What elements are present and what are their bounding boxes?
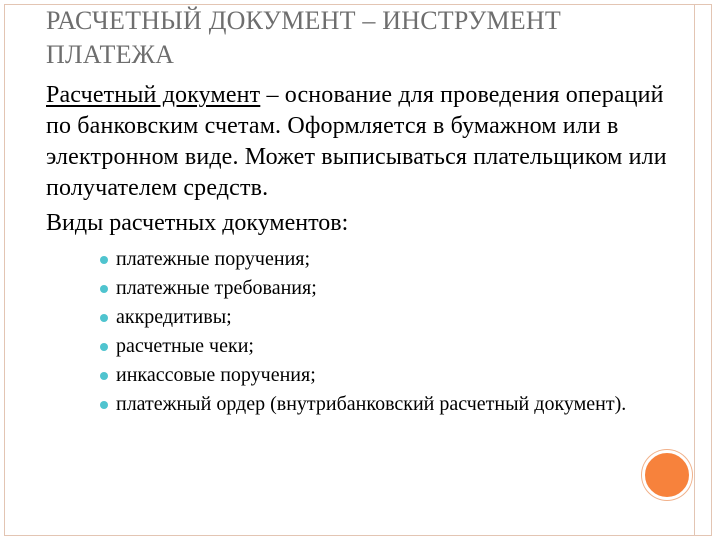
list-item-text: платежные поручения; — [116, 248, 311, 270]
title-line-2: ПЛАТЕЖА — [46, 40, 175, 69]
list-item — [100, 392, 686, 417]
list-item — [100, 305, 686, 330]
list-item — [100, 363, 686, 388]
list-item-text: расчетные чеки; — [116, 335, 254, 357]
list-item-text: инкассовые поручения; — [116, 364, 316, 386]
list-item — [100, 247, 686, 272]
frame-divider — [694, 4, 695, 536]
definition-term: Расчетный документ — [46, 82, 261, 108]
bullet-icon — [100, 314, 108, 322]
bullet-icon — [100, 256, 108, 264]
list-item-text: платежные требования; — [116, 277, 317, 299]
slide-title — [46, 4, 686, 72]
types-list — [46, 247, 686, 417]
types-heading: Виды расчетных документов: — [46, 210, 349, 236]
bullet-icon — [100, 285, 108, 293]
bullet-icon — [100, 343, 108, 351]
bullet-icon — [100, 401, 108, 409]
title-line-1: РАСЧЕТНЫЙ ДОКУМЕНТ – ИНСТРУМЕНТ — [46, 6, 561, 35]
list-item-text: аккредитивы; — [116, 306, 232, 328]
slide-content — [46, 80, 686, 421]
definition-paragraph — [46, 80, 686, 204]
list-item-text: платежный ордер (внутрибанковский расчетный документ). — [116, 393, 627, 415]
orange-circle-icon — [642, 450, 692, 500]
list-item — [100, 334, 686, 359]
list-item — [100, 276, 686, 301]
bullet-icon — [100, 372, 108, 380]
definition-text: – основание для проведения операций по банковским счетам. Оформляется в бумажном или в электронном виде. Может выписываться плательщиком или получателем средств. — [46, 82, 667, 201]
